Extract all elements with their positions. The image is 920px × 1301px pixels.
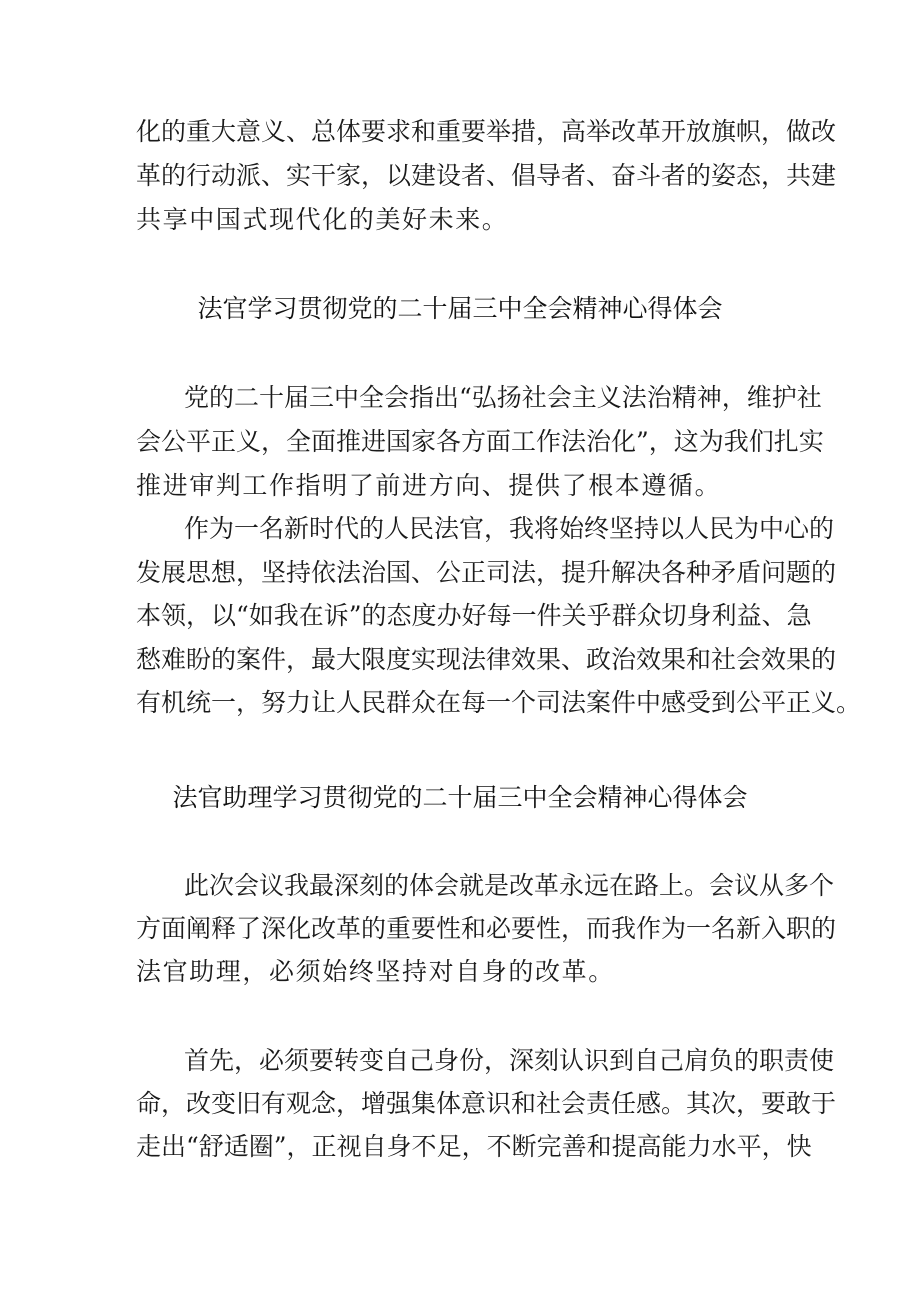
body-line: 化的重大意义、总体要求和重要举措，高举改革开放旗帜，做改	[136, 117, 837, 146]
body-line: 愁难盼的案件，最大限度实现法律效果、政治效果和社会效果的	[136, 645, 837, 674]
body-line: 革的行动派、实干家，以建设者、倡导者、奋斗者的姿态，共建	[136, 161, 837, 190]
section-heading: 法官学习贯彻党的二十届三中全会精神心得体会	[197, 294, 723, 323]
body-line: 此次会议我最深刻的体会就是改革永远在路上。会议从多个	[184, 871, 835, 900]
body-line: 命，改变旧有观念，增强集体意识和社会责任感。其次，要敢于	[136, 1089, 837, 1118]
body-line: 法官助理，必须始终坚持对自身的改革。	[136, 957, 615, 986]
section-heading: 法官助理学习贯彻党的二十届三中全会精神心得体会	[172, 783, 748, 812]
body-line: 推进审判工作指明了前进方向、提供了根本遵循。	[136, 471, 722, 500]
body-line: 共享中国式现代化的美好未来。	[136, 205, 509, 234]
body-line: 方面阐释了深化改革的重要性和必要性，而我作为一名新入职的	[136, 914, 837, 943]
body-line: 首先，必须要转变自己身份，深刻认识到自己肩负的职责使	[184, 1046, 835, 1075]
body-line: 有机统一，努力让人民群众在每一个司法案件中感受到公平正义。	[136, 688, 862, 717]
body-line: 本领，以“如我在诉”的态度办好每一件关乎群众切身利益、急	[136, 601, 812, 630]
body-line: 作为一名新时代的人民法官，我将始终坚持以人民为中心的	[184, 514, 835, 543]
body-line: 走出“舒适圈”，正视自身不足，不断完善和提高能力水平，快	[136, 1132, 812, 1161]
body-line: 会公平正义，全面推进国家各方面工作法治化”，这为我们扎实	[136, 427, 824, 456]
body-line: 党的二十届三中全会指出“弘扬社会主义法治精神，维护社	[184, 383, 822, 412]
body-line: 发展思想，坚持依法治国、公正司法，提升解决各种矛盾问题的	[136, 558, 837, 587]
